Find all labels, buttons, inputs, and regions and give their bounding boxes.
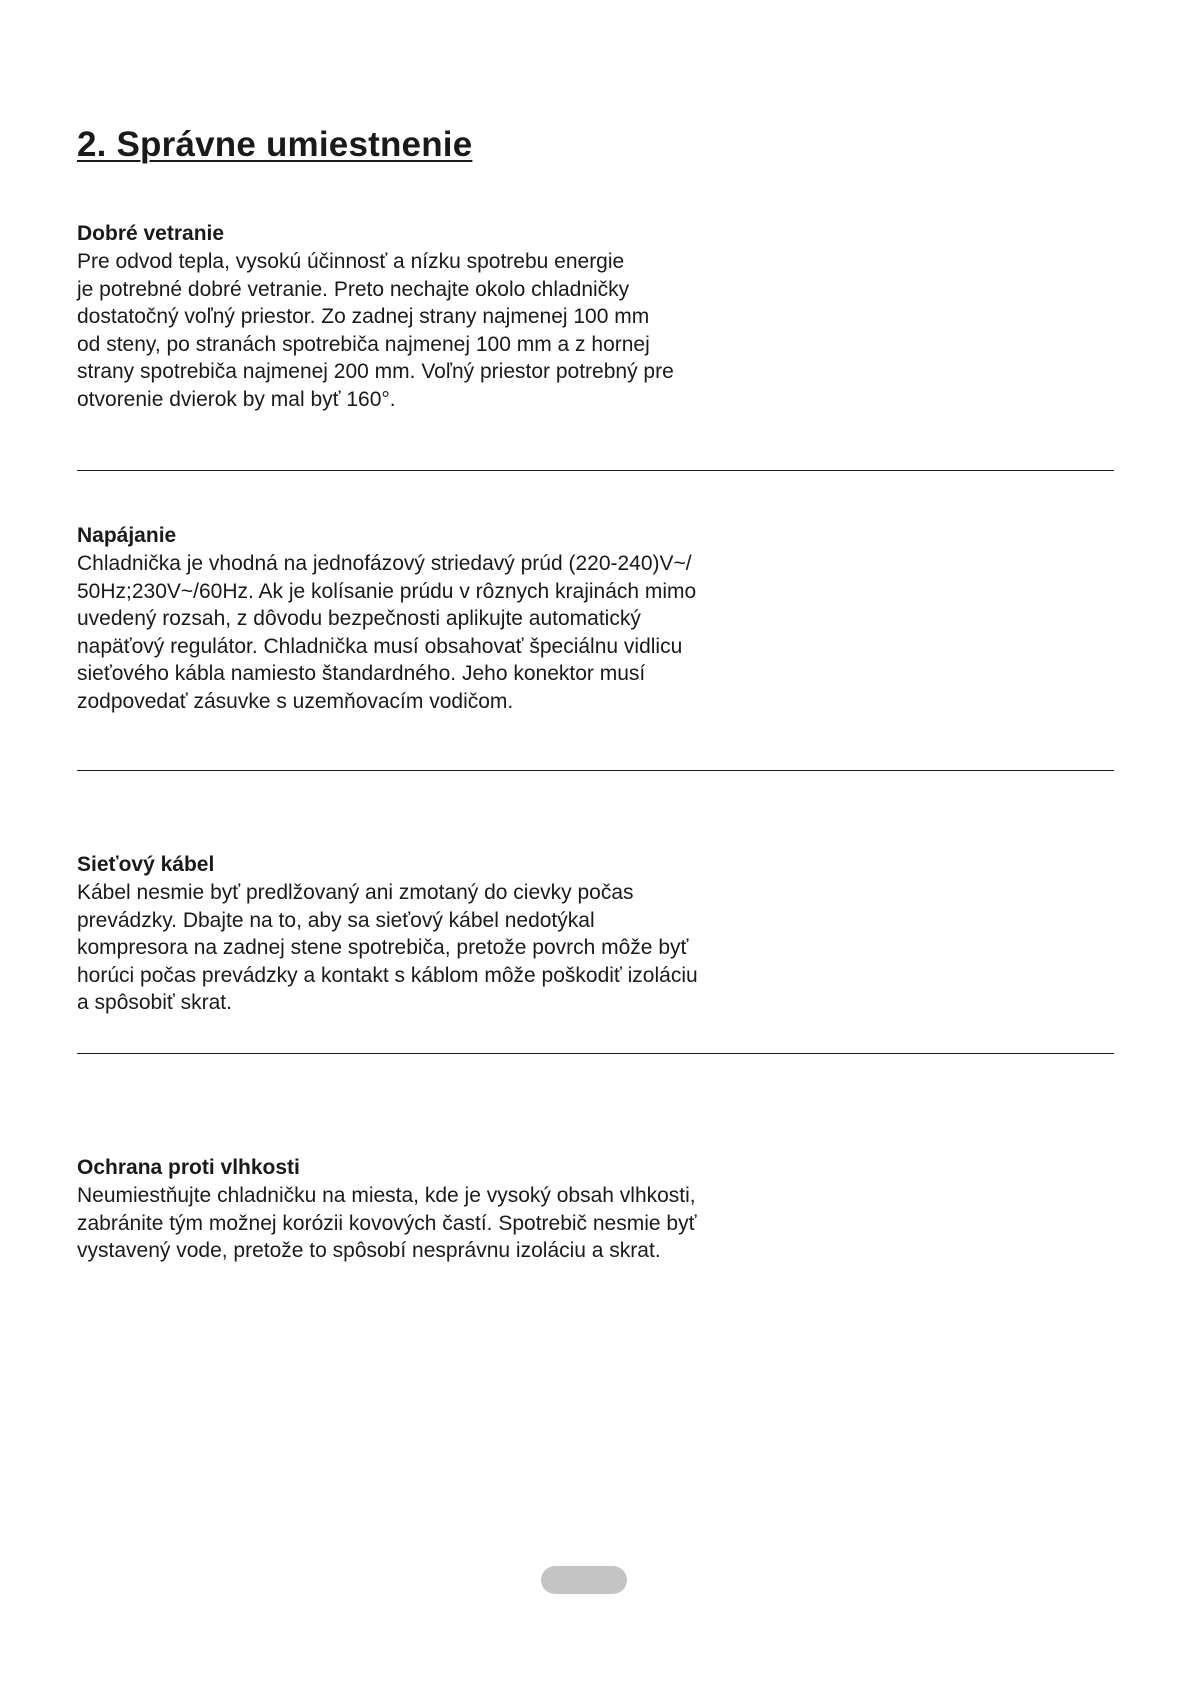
paragraph-line: Pre odvod tepla, vysokú účinnosť a nízku spotrebu energie — [77, 250, 625, 273]
paragraph-line: horúci počas prevádzky a kontakt s káblom môže poškodiť izoláciu — [77, 963, 698, 987]
paragraph-line: zodpovedať zásuvke s uzemňovacím vodičom. — [77, 689, 514, 713]
section-power-cable — [77, 851, 777, 1017]
paragraph-line: sieťového kábla namiesto štandardného. Jeho konektor musí — [77, 662, 646, 686]
section-heading: Dobré vetranie — [77, 222, 225, 245]
paragraph-line: je potrebné dobré vetranie. Preto nechajte okolo chladničky — [77, 277, 630, 301]
paragraph-line: prevádzky. Dbajte na to, aby sa sieťový kábel nedotýkal — [77, 908, 595, 932]
paragraph-line: otvorenie dvierok by mal byť 160°. — [77, 387, 396, 411]
section-divider — [77, 770, 1114, 771]
section-heading: Ochrana proti vlhkosti — [77, 1156, 300, 1179]
section-good-ventilation — [77, 220, 777, 414]
section-power-supply — [77, 522, 777, 716]
paragraph-line: Neumiestňujte chladničku na miesta, kde je vysoký obsah vlhkosti, — [77, 1184, 696, 1207]
page-title: 2. Správne umiestnenie — [77, 125, 473, 164]
paragraph-line: kompresora na zadnej stene spotrebiča, pretože povrch môže byť — [77, 936, 689, 960]
paragraph-line: napäťový regulátor. Chladnička musí obsahovať špeciálnu vidlicu — [77, 634, 683, 658]
section-humidity-protection — [77, 1154, 777, 1265]
paragraph-line: Chladnička je vhodná na jednofázový striedavý prúd (220-240)V~/ — [77, 552, 692, 575]
paragraph-line: od steny, po stranách spotrebiča najmenej 100 mm a z hornej — [77, 332, 650, 356]
page-number-pill — [541, 1566, 627, 1594]
paragraph-line: a spôsobiť skrat. — [77, 991, 232, 1015]
paragraph-line: vystavený vode, pretože to spôsobí nesprávnu izoláciu a skrat. — [77, 1239, 661, 1263]
section-divider — [77, 470, 1114, 471]
section-heading: Napájanie — [77, 524, 177, 547]
paragraph-line: dostatočný voľný priestor. Zo zadnej strany najmenej 100 mm — [77, 305, 650, 329]
paragraph-line: 50Hz;230V~/60Hz. Ak je kolísanie prúdu v rôznych krajinách mimo — [77, 579, 697, 603]
section-divider — [77, 1053, 1114, 1054]
paragraph-line: Kábel nesmie byť predlžovaný ani zmotaný do cievky počas — [77, 881, 634, 904]
paragraph-line: zabránite tým možnej korózii kovových častí. Spotrebič nesmie byť — [77, 1211, 697, 1235]
paragraph-line: strany spotrebiča najmenej 200 mm. Voľný priestor potrebný pre — [77, 360, 674, 384]
section-heading: Sieťový kábel — [77, 853, 215, 876]
paragraph-line: uvedený rozsah, z dôvodu bezpečnosti aplikujte automatický — [77, 607, 641, 631]
